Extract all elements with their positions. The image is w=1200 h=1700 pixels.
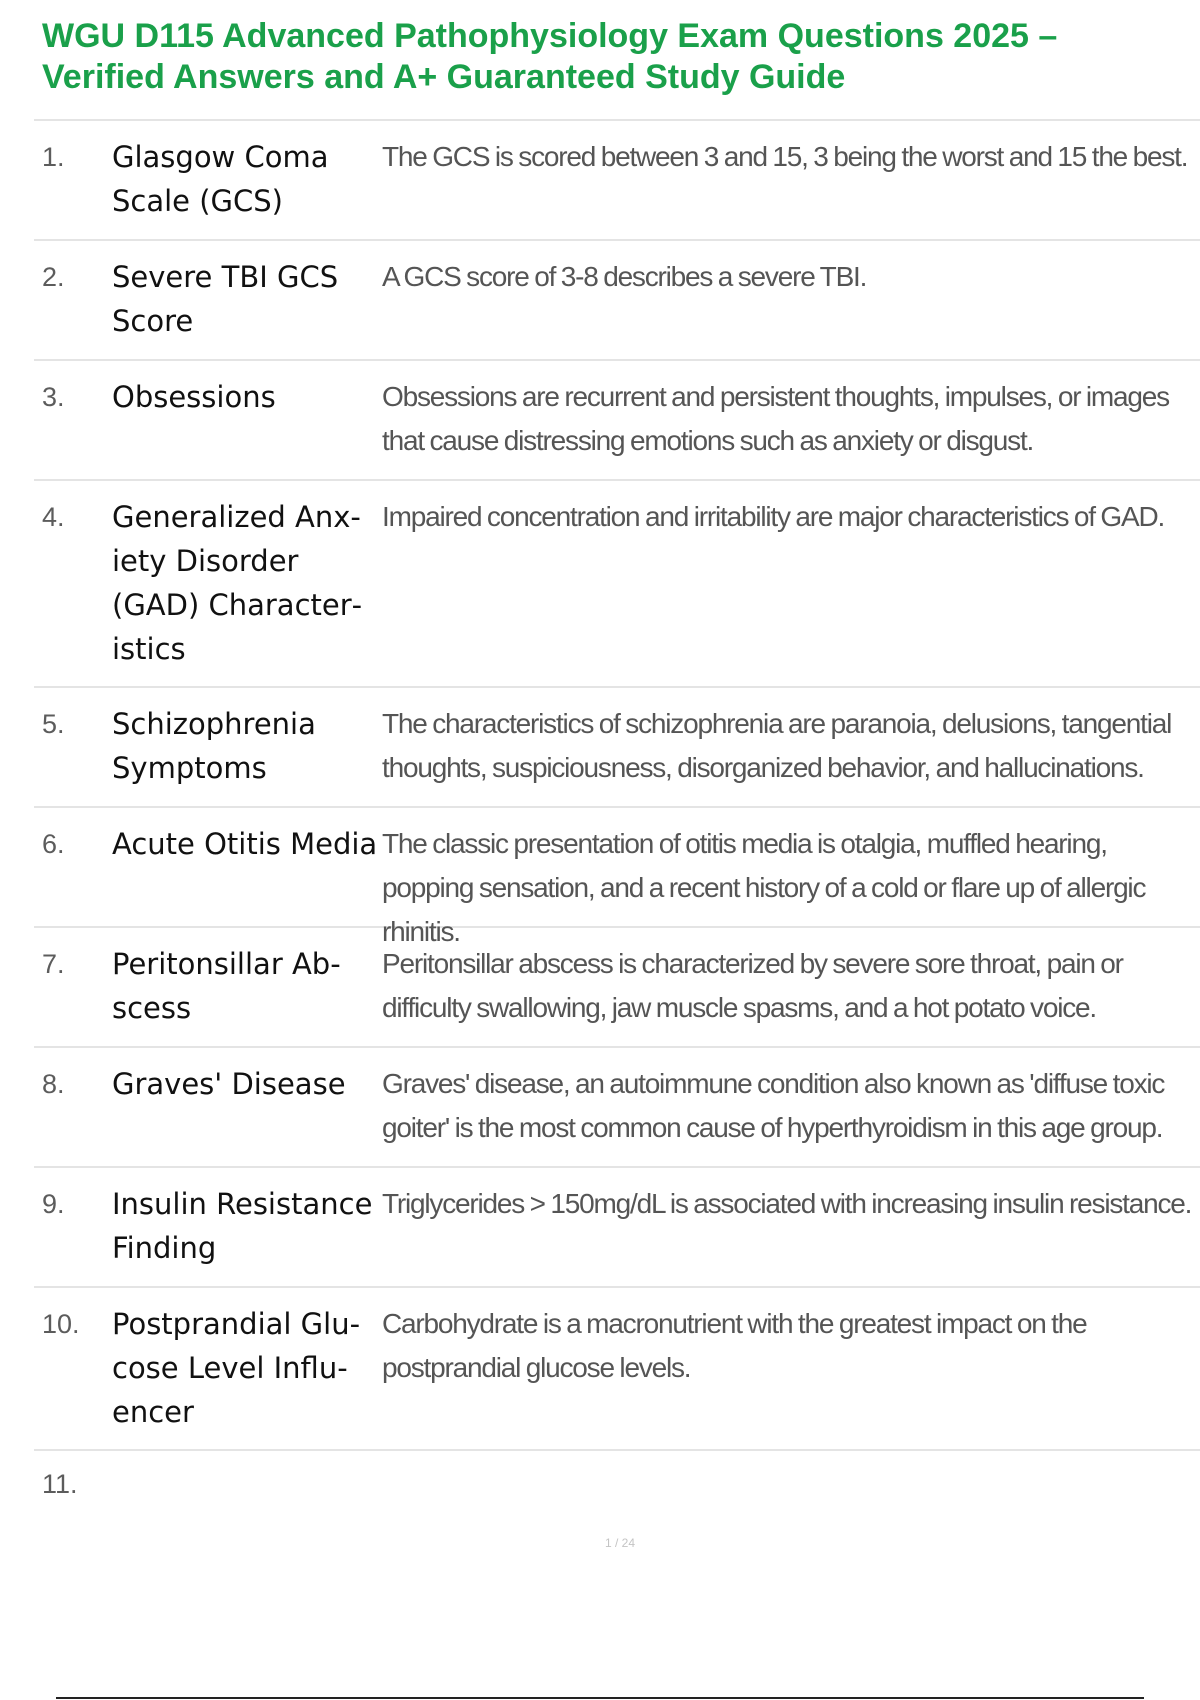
item-number: 3. xyxy=(42,382,65,412)
item-term: Graves' Disease xyxy=(112,1067,346,1101)
item-term: Generalized Anxiety Disorder (GAD) Characteristics xyxy=(112,500,363,666)
item-number: 11. xyxy=(42,1469,78,1499)
list-item xyxy=(34,1168,1200,1288)
item-term: Glasgow Coma Scale (GCS) xyxy=(112,140,329,218)
item-term: Peritonsillar Abscess xyxy=(112,947,341,1025)
list-item xyxy=(34,688,1200,808)
item-term: Schizophrenia Symptoms xyxy=(112,707,316,785)
item-definition: Graves' disease, an autoimmune condition also known as 'diffuse toxic goiter' is the most common cause of hyperthyroidism in this age group. xyxy=(382,1068,1165,1143)
list-item xyxy=(34,808,1200,947)
item-number: 5. xyxy=(42,709,65,739)
item-term: Insulin Resistance Finding xyxy=(112,1187,373,1265)
item-number: 4. xyxy=(42,502,65,532)
list-item xyxy=(34,928,1200,1048)
list-item xyxy=(34,1048,1200,1168)
list-item xyxy=(34,241,1200,361)
item-number: 6. xyxy=(42,829,65,859)
item-term: Postprandial Glucose Level Influencer xyxy=(112,1307,361,1429)
list-item xyxy=(34,361,1200,481)
item-definition: The GCS is scored between 3 and 15, 3 being the worst and 15 the best. xyxy=(382,141,1188,172)
item-term: Obsessions xyxy=(112,380,276,414)
item-definition: The characteristics of schizophrenia are paranoia, delusions, tangential thoughts, suspiciousness, disorganized behavior, and hallucinations. xyxy=(382,708,1172,783)
document-title-line-2: Verified Answers and A+ Guaranteed Study Guide xyxy=(42,58,846,96)
page-number: 1 / 24 xyxy=(604,1536,636,1550)
item-term: Acute Otitis Media xyxy=(112,827,378,861)
item-definition: Triglycerides > 150mg/dL is associated with increasing insulin resistance. xyxy=(382,1188,1192,1219)
item-definition: A GCS score of 3-8 describes a severe TBI. xyxy=(382,261,867,292)
list-item-partial xyxy=(34,1462,1134,1506)
list-item xyxy=(34,481,1200,688)
item-number: 1. xyxy=(42,142,65,172)
flashcard-list xyxy=(34,119,1200,1451)
list-item xyxy=(34,1288,1200,1451)
document-title-line-1: WGU D115 Advanced Pathophysiology Exam Questions 2025 – xyxy=(42,17,1058,55)
item-term: Severe TBI GCS Score xyxy=(112,260,339,338)
item-number: 2. xyxy=(42,262,65,292)
item-number: 10. xyxy=(42,1309,80,1339)
item-definition: Carbohydrate is a macronutrient with the greatest impact on the postprandial glucose levels. xyxy=(382,1308,1087,1383)
list-item xyxy=(34,121,1200,241)
item-definition: Peritonsillar abscess is characterized by severe sore throat, pain or difficulty swallowing, jaw muscle spasms, and a hot potato voice. xyxy=(382,948,1123,1023)
item-number: 7. xyxy=(42,949,65,979)
item-definition: The classic presentation of otitis media is otalgia, muffled hearing, popping sensation, and a recent history of a cold or flare up of allergic rhinitis. xyxy=(382,828,1146,947)
item-definition: Impaired concentration and irritability are major characteristics of GAD. xyxy=(382,501,1165,532)
item-definition: Obsessions are recurrent and persistent thoughts, impulses, or images that cause distressing emotions such as anxiety or disgust. xyxy=(382,381,1169,456)
document-title xyxy=(42,16,1162,98)
page-bottom-divider xyxy=(56,1697,1144,1699)
item-number: 9. xyxy=(42,1189,65,1219)
item-number: 8. xyxy=(42,1069,65,1099)
